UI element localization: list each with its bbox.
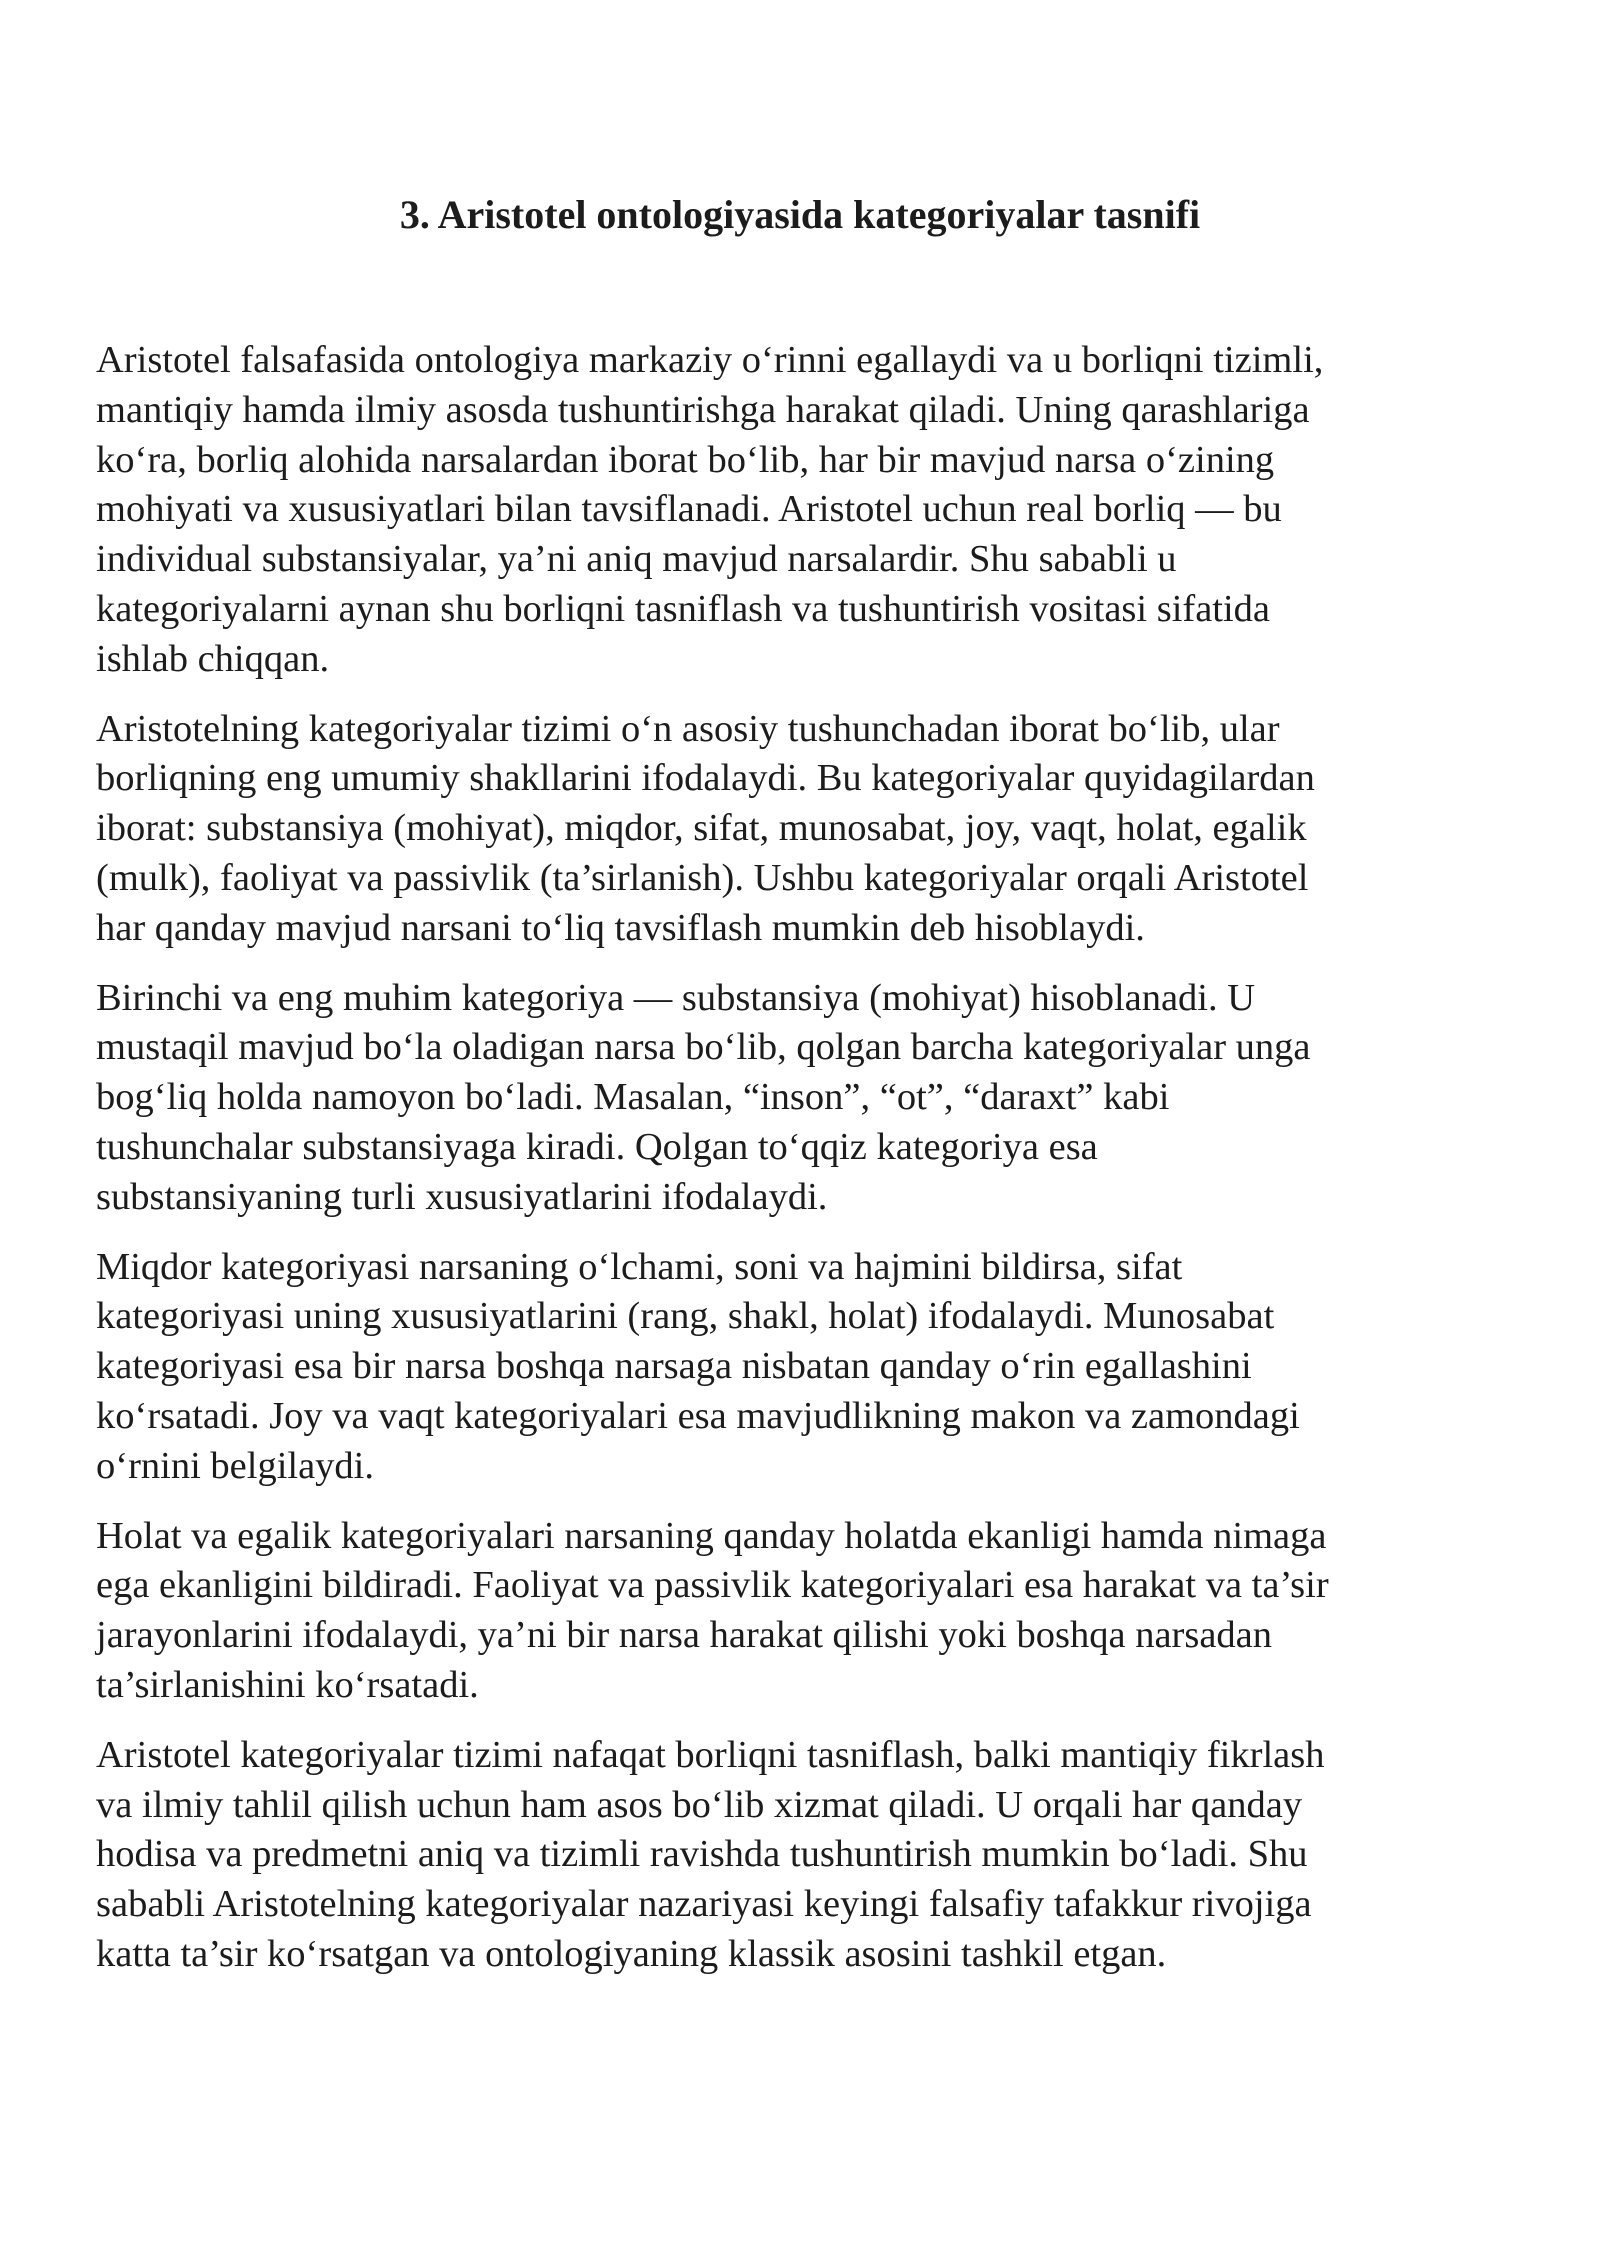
- text-line: ega ekanligini bildiradi. Faoliyat va passivlik kategoriyalari esa harakat va ta’sir: [96, 1564, 1329, 1607]
- text-line: sababli Aristotelning kategoriyalar nazariyasi keyingi falsafiy tafakkur rivojiga: [96, 1883, 1312, 1926]
- text-line: iborat: substansiya (mohiyat), miqdor, sifat, munosabat, joy, vaqt, holat, egalik: [96, 807, 1307, 850]
- text-line: Holat va egalik kategoriyalari narsaning qanday holatda ekanligi hamda nimaga: [96, 1514, 1327, 1557]
- text-line: bog‘liq holda namoyon bo‘ladi. Masalan, “inson”, “ot”, “daraxt” kabi: [96, 1076, 1170, 1119]
- text-line: borliqning eng umumiy shakllarini ifodalaydi. Bu kategoriyalar quyidagilardan: [96, 757, 1315, 800]
- text-line: kategoriyasi esa bir narsa boshqa narsaga nisbatan qanday o‘rin egallashini: [96, 1345, 1252, 1388]
- paragraph-3: [96, 974, 1516, 1223]
- text-line: o‘rnini belgilaydi.: [96, 1444, 374, 1487]
- text-line: har qanday mavjud narsani to‘liq tavsiflash mumkin deb hisoblaydi.: [96, 906, 1145, 949]
- text-line: tushunchalar substansiyaga kiradi. Qolgan to‘qqiz kategoriya esa: [96, 1125, 1098, 1168]
- text-line: Aristotel kategoriyalar tizimi nafaqat borliqni tasniflash, balki mantiqiy fikrlash: [96, 1733, 1325, 1776]
- text-line: (mulk), faoliyat va passivlik (ta’sirlanish). Ushbu kategoriyalar orqali Aristotel: [96, 856, 1309, 899]
- paragraph-6: [96, 1731, 1516, 1980]
- page-title: 3. Aristotel ontologiyasida kategoriyalar tasnifi: [399, 192, 1201, 237]
- paragraph-2: [96, 705, 1516, 954]
- text-line: hodisa va predmetni aniq va tizimli ravishda tushuntirish mumkin bo‘ladi. Shu: [96, 1833, 1308, 1876]
- text-line: substansiyaning turli xususiyatlarini ifodalaydi.: [96, 1175, 828, 1218]
- paragraph-5: [96, 1512, 1516, 1711]
- text-line: Birinchi va eng muhim kategoriya — substansiya (mohiyat) hisoblanadi. U: [96, 976, 1256, 1019]
- text-line: kategoriyasi uning xususiyatlarini (rang, shakl, holat) ifodalaydi. Munosabat: [96, 1295, 1275, 1338]
- paragraph-1: [96, 336, 1516, 685]
- paragraph-4: [96, 1243, 1516, 1492]
- text-line: jarayonlarini ifodalaydi, ya’ni bir narsa harakat qilishi yoki boshqa narsadan: [96, 1614, 1273, 1657]
- text-line: mustaqil mavjud bo‘la oladigan narsa bo‘lib, qolgan barcha kategoriyalar unga: [96, 1026, 1311, 1069]
- text-line: mohiyati va xususiyatlari bilan tavsiflanadi. Aristotel uchun real borliq — bu: [96, 488, 1282, 531]
- text-line: ko‘rsatadi. Joy va vaqt kategoriyalari esa mavjudlikning makon va zamondagi: [96, 1394, 1300, 1437]
- text-line: Aristotel falsafasida ontologiya markaziy o‘rinni egallaydi va u borliqni tizimli,: [96, 339, 1324, 381]
- text-line: Aristotelning kategoriyalar tizimi o‘n asosiy tushunchadan iborat bo‘lib, ular: [96, 707, 1280, 750]
- text-line: individual substansiyalar, ya’ni aniq mavjud narsalardir. Shu sababli u: [96, 538, 1177, 581]
- text-line: mantiqiy hamda ilmiy asosda tushuntirishga harakat qiladi. Uning qarashlariga: [96, 388, 1310, 431]
- text-line: ko‘ra, borliq alohida narsalardan iborat bo‘lib, har bir mavjud narsa o‘zining: [96, 438, 1275, 481]
- text-line: va ilmiy tahlil qilish uchun ham asos bo‘lib xizmat qiladi. U orqali har qanday: [96, 1783, 1303, 1826]
- text-line: ishlab chiqqan.: [96, 637, 330, 680]
- text-line: Miqdor kategoriyasi narsaning o‘lchami, soni va hajmini bildirsa, sifat: [96, 1245, 1183, 1288]
- text-line: katta ta’sir ko‘rsatgan va ontologiyaning klassik asosini tashkil etgan.: [96, 1932, 1167, 1975]
- text-line: ta’sirlanishini ko‘rsatadi.: [96, 1663, 479, 1706]
- text-line: kategoriyalarni aynan shu borliqni tasniflash va tushuntirish vositasi sifatida: [96, 587, 1271, 630]
- document-body: [96, 336, 1516, 2000]
